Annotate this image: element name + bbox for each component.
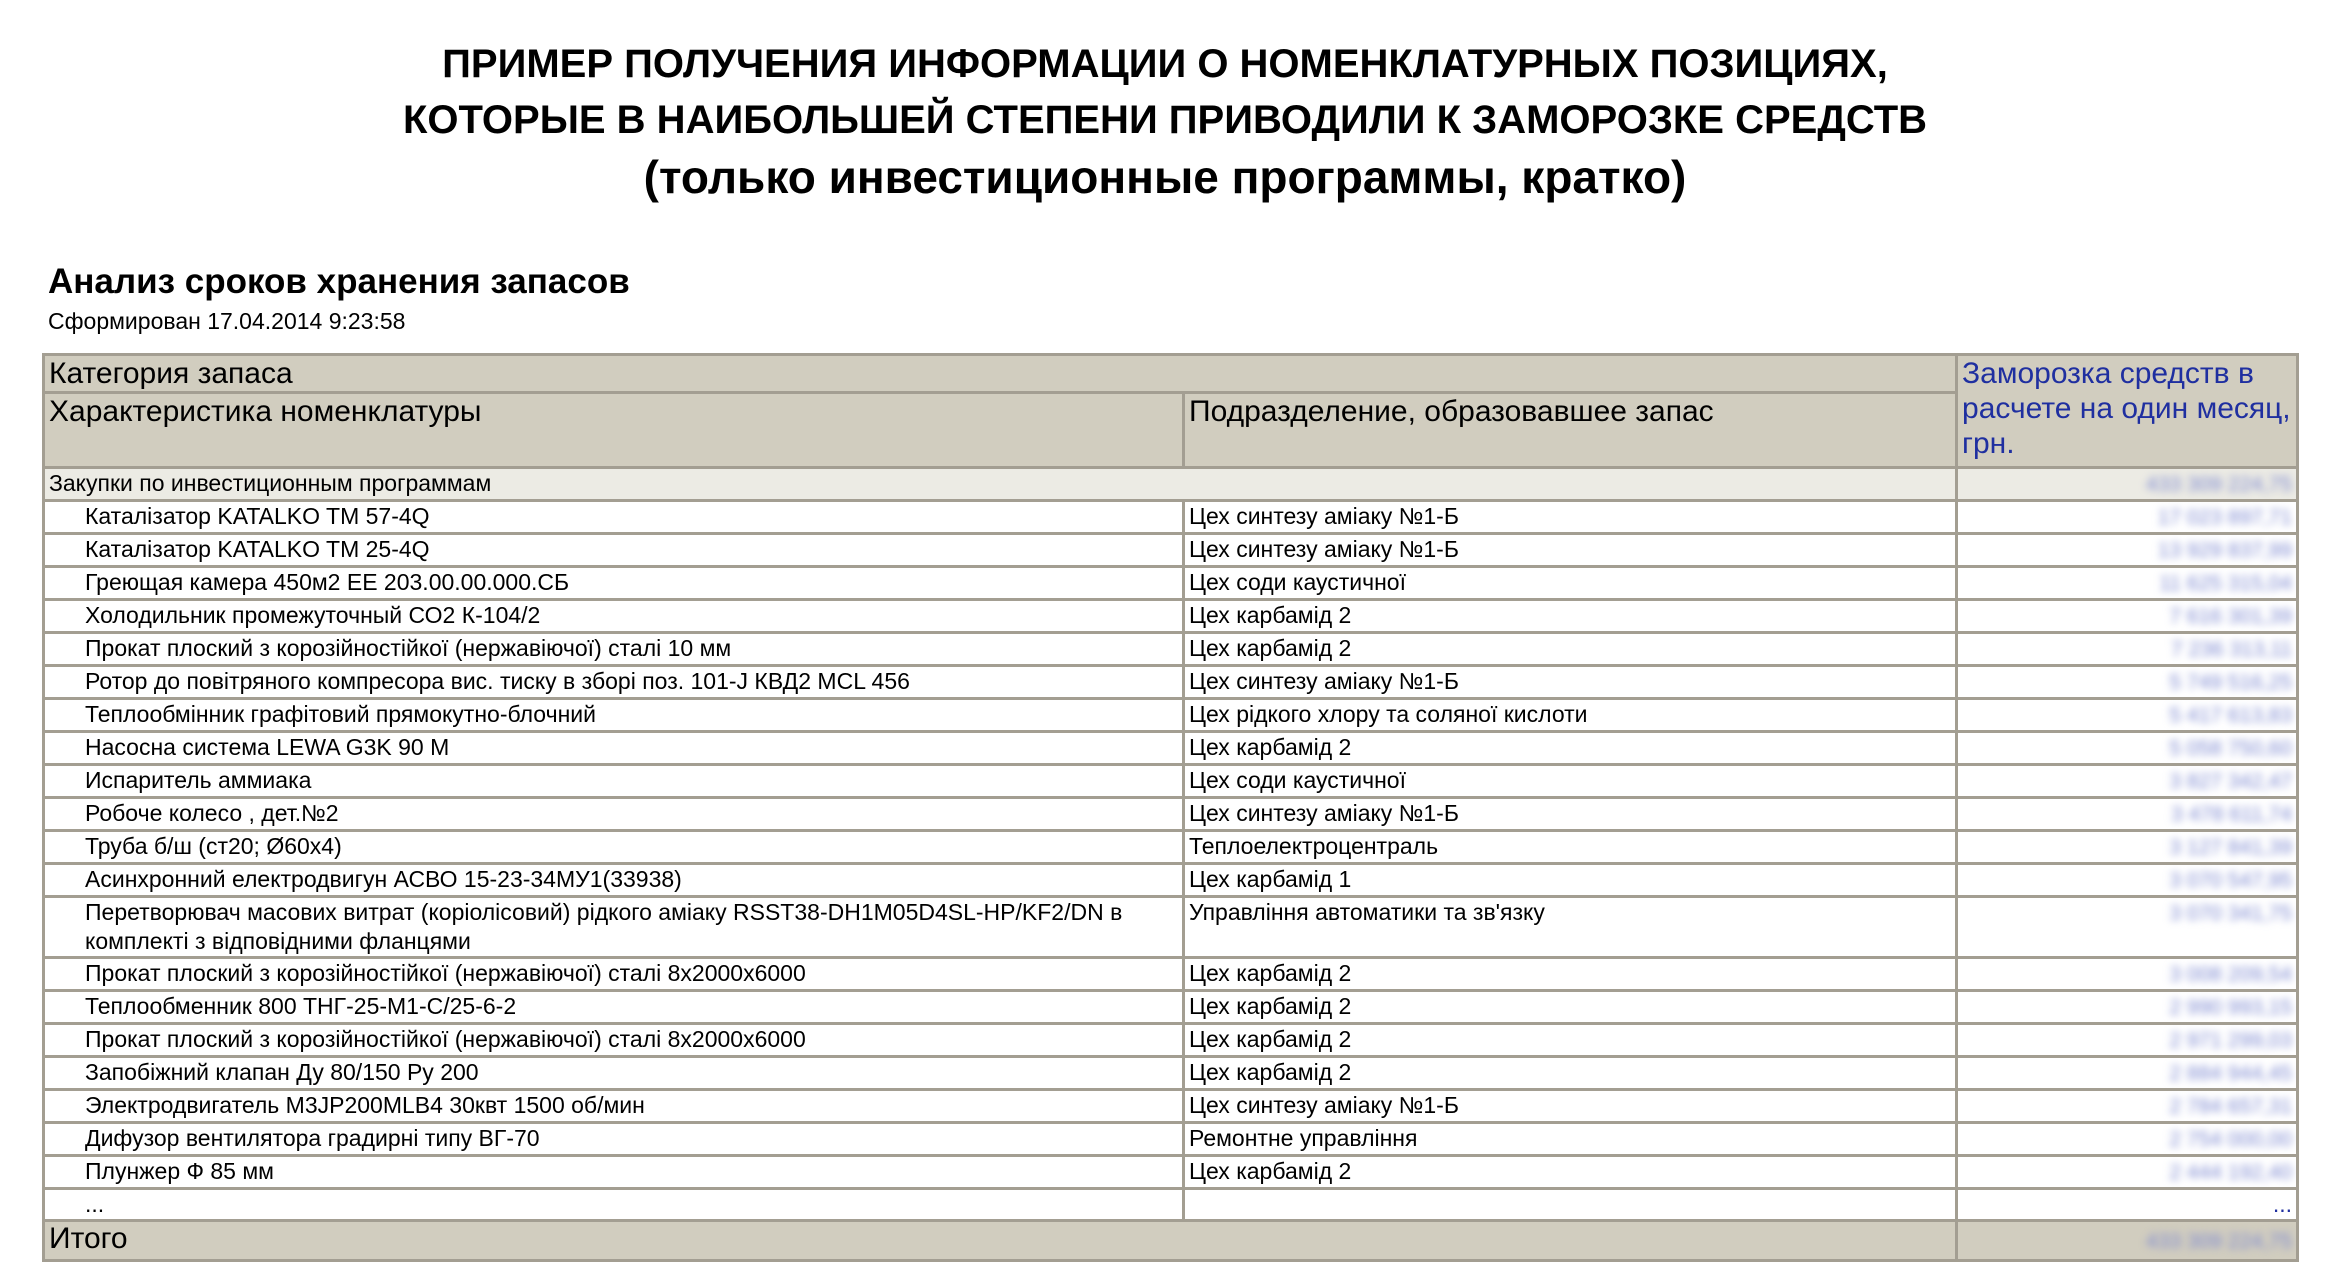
table-row (44, 897, 2298, 958)
item-freeze-value (1957, 534, 2298, 567)
table-row (44, 501, 2298, 534)
item-freeze-value-blurred: 2 884 944,45 (2169, 1062, 2293, 1085)
item-freeze-value-blurred: 3 478 611,74 (2170, 803, 2293, 826)
header-row-category (44, 355, 2298, 393)
item-freeze-value-blurred: 17 023 897,71 (2157, 506, 2293, 529)
item-freeze-value (1957, 1024, 2298, 1057)
ellipsis-department (1184, 1189, 1957, 1221)
item-name: Каталізатор KATALKO TM 25-4Q (44, 534, 1184, 567)
item-name: Прокат плоский з корозійностійкої (нержавіючої) сталі 8х2000х6000 (44, 1024, 1184, 1057)
item-freeze-value-blurred: 2 444 192,40 (2169, 1161, 2293, 1184)
table-row (44, 1123, 2298, 1156)
group-value-blurred: 433 309 224,75 (2146, 473, 2293, 496)
item-name: Прокат плоский з корозійностійкої (нержавіючої) сталі 10 мм (44, 633, 1184, 666)
table-row (44, 534, 2298, 567)
item-freeze-value-blurred: 13 929 837,99 (2157, 539, 2293, 562)
item-freeze-value (1957, 897, 2298, 958)
ellipsis-value: ... (1957, 1189, 2298, 1221)
item-freeze-value (1957, 1057, 2298, 1090)
item-name: Теплообмінник графітовий прямокутно-блочний (44, 699, 1184, 732)
table-row (44, 732, 2298, 765)
item-freeze-value-blurred: 5 749 516,25 (2169, 671, 2293, 694)
item-freeze-value (1957, 732, 2298, 765)
group-row (44, 468, 2298, 501)
item-freeze-value (1957, 798, 2298, 831)
item-department: Цех карбамід 2 (1184, 991, 1957, 1024)
item-freeze-value (1957, 765, 2298, 798)
table-row (44, 958, 2298, 991)
table-row (44, 1057, 2298, 1090)
ellipsis-name: ... (44, 1189, 1184, 1221)
item-department: Цех карбамід 2 (1184, 732, 1957, 765)
header-category: Категория запаса (44, 355, 1957, 393)
item-department: Цех соди каустичної (1184, 765, 1957, 798)
table-row (44, 600, 2298, 633)
item-name: Перетворювач масових витрат (коріолісовий) рідкого аміаку RSST38-DH1M05D4SL-HP/KF2/DN в комплекті з відповідними фланцями (44, 897, 1184, 958)
item-department: Ремонтне управління (1184, 1123, 1957, 1156)
item-freeze-value-blurred: 2 754 000,00 (2169, 1128, 2293, 1151)
report-title: Анализ сроков хранения запасов (48, 262, 630, 301)
item-department: Цех карбамід 2 (1184, 1057, 1957, 1090)
item-freeze-value-blurred: 2 784 657,31 (2169, 1095, 2293, 1118)
item-department: Цех синтезу аміаку №1-Б (1184, 666, 1957, 699)
item-name: Дифузор вентилятора градирні типу ВГ-70 (44, 1123, 1184, 1156)
item-freeze-value (1957, 991, 2298, 1024)
item-name: Робоче колесо , дет.№2 (44, 798, 1184, 831)
item-freeze-value-blurred: 3 070 547,95 (2169, 869, 2293, 892)
item-freeze-value (1957, 831, 2298, 864)
table-row (44, 1156, 2298, 1189)
item-department: Управління автоматики та зв'язку (1184, 897, 1957, 958)
group-value (1957, 468, 2298, 501)
item-name: Труба б/ш (ст20; Ø60х4) (44, 831, 1184, 864)
item-freeze-value (1957, 600, 2298, 633)
item-department: Цех синтезу аміаку №1-Б (1184, 501, 1957, 534)
item-name: Плунжер Ф 85 мм (44, 1156, 1184, 1189)
header-characteristic: Характеристика номенклатуры (44, 393, 1184, 468)
item-freeze-value (1957, 1156, 2298, 1189)
item-freeze-value-blurred: 11 625 315,04 (2159, 572, 2293, 595)
item-freeze-value (1957, 666, 2298, 699)
item-name: Асинхронний електродвигун АСВО 15-23-34МУ1(33938) (44, 864, 1184, 897)
item-department: Цех карбамід 2 (1184, 1024, 1957, 1057)
item-freeze-value (1957, 501, 2298, 534)
item-freeze-value (1957, 699, 2298, 732)
table-row (44, 567, 2298, 600)
item-freeze-value (1957, 864, 2298, 897)
item-freeze-value (1957, 567, 2298, 600)
header-freeze-funds: Заморозка средств в расчете на один месяц, грн. (1957, 355, 2298, 468)
item-freeze-value-blurred: 2 971 299,03 (2169, 1029, 2293, 1052)
item-freeze-value-blurred: 5 417 613,83 (2169, 704, 2293, 727)
item-name: Ротор до повітряного компресора вис. тиску в зборі поз. 101-J КВД2 MCL 456 (44, 666, 1184, 699)
total-row (44, 1221, 2298, 1261)
item-name: Греющая камера 450м2 ЕЕ 203.00.00.000.СБ (44, 567, 1184, 600)
item-department: Цех синтезу аміаку №1-Б (1184, 534, 1957, 567)
item-freeze-value-blurred: 3 127 841,39 (2169, 836, 2293, 859)
table-row (44, 633, 2298, 666)
table-row (44, 1090, 2298, 1123)
item-freeze-value-blurred: 7 236 313,11 (2170, 638, 2293, 661)
table-row (44, 991, 2298, 1024)
page-title-line-2: КОТОРЫЕ В НАИБОЛЬШЕЙ СТЕПЕНИ ПРИВОДИЛИ К ЗАМОРОЗКЕ СРЕДСТВ (402, 98, 1928, 142)
item-department: Цех карбамід 2 (1184, 958, 1957, 991)
item-department: Цех синтезу аміаку №1-Б (1184, 798, 1957, 831)
item-department: Цех карбамід 2 (1184, 600, 1957, 633)
table-row (44, 864, 2298, 897)
item-freeze-value (1957, 633, 2298, 666)
page-title-line-1: ПРИМЕР ПОЛУЧЕНИЯ ИНФОРМАЦИИ О НОМЕНКЛАТУРНЫХ ПОЗИЦИЯХ, (442, 42, 1888, 86)
header-department: Подразделение, образовавшее запас (1184, 393, 1957, 468)
item-freeze-value-blurred: 3 070 341,75 (2169, 902, 2293, 925)
table-row (44, 765, 2298, 798)
total-label: Итого (44, 1221, 1957, 1261)
total-value-blurred: 433 309 224,75 (2146, 1230, 2293, 1253)
item-department: Цех соди каустичної (1184, 567, 1957, 600)
item-department: Цех карбамід 2 (1184, 1156, 1957, 1189)
item-department: Цех карбамід 2 (1184, 633, 1957, 666)
table-row (44, 831, 2298, 864)
page-title (0, 36, 2330, 206)
item-department: Цех синтезу аміаку №1-Б (1184, 1090, 1957, 1123)
item-freeze-value-blurred: 7 616 301,39 (2169, 605, 2293, 628)
page-title-line-3: (только инвестиционные программы, кратко) (643, 151, 1687, 203)
item-name: Каталізатор KATALKO TM 57-4Q (44, 501, 1184, 534)
item-freeze-value (1957, 958, 2298, 991)
item-name: Насосна система LEWA G3K 90 M (44, 732, 1184, 765)
item-freeze-value-blurred: 2 990 993,15 (2169, 996, 2293, 1019)
table-row (44, 798, 2298, 831)
item-department: Цех рідкого хлору та соляної кислоти (1184, 699, 1957, 732)
table-row (44, 666, 2298, 699)
item-name: Запобіжний клапан Ду 80/150 Ру 200 (44, 1057, 1184, 1090)
table-row (44, 1024, 2298, 1057)
item-department: Теплоелектроцентраль (1184, 831, 1957, 864)
item-freeze-value-blurred: 3 827 342,47 (2169, 770, 2293, 793)
item-freeze-value (1957, 1090, 2298, 1123)
stock-storage-analysis-table (42, 353, 2299, 1262)
item-name: Прокат плоский з корозійностійкої (нержавіючої) сталі 8х2000х6000 (44, 958, 1184, 991)
item-name: Теплообменник 800 ТНГ-25-М1-С/25-6-2 (44, 991, 1184, 1024)
report-generated-timestamp: Сформирован 17.04.2014 9:23:58 (48, 308, 406, 334)
item-name: Холодильник промежуточный СО2 К-104/2 (44, 600, 1184, 633)
item-freeze-value-blurred: 3 008 209,54 (2169, 963, 2293, 986)
item-name: Испаритель аммиака (44, 765, 1184, 798)
item-name: Электродвигатель M3JP200MLB4 30квт 1500 об/мин (44, 1090, 1184, 1123)
table-row (44, 699, 2298, 732)
item-freeze-value-blurred: 5 058 750,60 (2169, 737, 2293, 760)
total-value (1957, 1221, 2298, 1261)
group-label: Закупки по инвестиционным программам (44, 468, 1957, 501)
item-freeze-value (1957, 1123, 2298, 1156)
item-department: Цех карбамід 1 (1184, 864, 1957, 897)
ellipsis-row (44, 1189, 2298, 1221)
